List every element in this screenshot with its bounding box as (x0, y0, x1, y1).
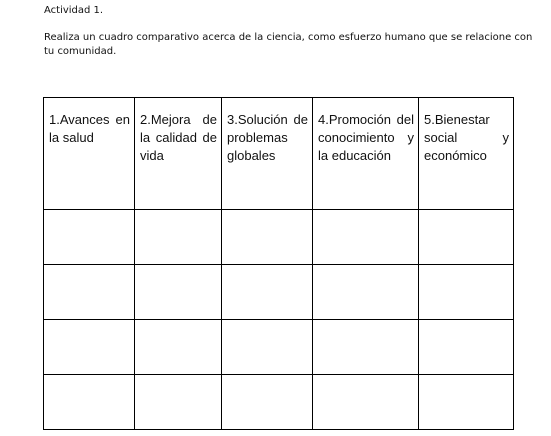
instruction-line-1: Realiza un cuadro comparativo acerca de la ciencia, como esfuerzo humano que se relacione con (44, 32, 533, 43)
table-cell[interactable] (44, 375, 135, 430)
header-bienestar-social: 5.Bienestar social y económico (419, 98, 514, 210)
table-row (44, 265, 514, 320)
table-row (44, 375, 514, 430)
table-cell[interactable] (313, 265, 419, 320)
header-conocimiento-educacion: 4.Promoción del conocimiento y la educación (313, 98, 419, 210)
comparison-table (43, 97, 514, 430)
table-cell[interactable] (44, 265, 135, 320)
table-cell[interactable] (44, 320, 135, 375)
table-cell[interactable] (313, 375, 419, 430)
table-cell[interactable] (222, 375, 313, 430)
table-cell[interactable] (222, 265, 313, 320)
instruction-text (44, 31, 551, 59)
table-row (44, 210, 514, 265)
table-cell[interactable] (419, 210, 514, 265)
table-cell[interactable] (135, 320, 222, 375)
header-avances-salud: 1.Avances en la salud (44, 98, 135, 210)
header-problemas-globales: 3.Solución de problemas globales (222, 98, 313, 210)
table-cell[interactable] (135, 375, 222, 430)
header-calidad-vida: 2.Mejora de la calidad de vida (135, 98, 222, 210)
table-cell[interactable] (419, 320, 514, 375)
table-cell[interactable] (135, 210, 222, 265)
table-cell[interactable] (222, 210, 313, 265)
activity-heading: Actividad 1. (44, 5, 104, 16)
table-cell[interactable] (313, 320, 419, 375)
table-cell[interactable] (419, 375, 514, 430)
table-cell[interactable] (44, 210, 135, 265)
table-cell[interactable] (419, 265, 514, 320)
instruction-line-2: tu comunidad. (44, 46, 117, 57)
table-cell[interactable] (313, 210, 419, 265)
table-cell[interactable] (135, 265, 222, 320)
table-cell[interactable] (222, 320, 313, 375)
table-row (44, 320, 514, 375)
header-row (44, 98, 514, 210)
